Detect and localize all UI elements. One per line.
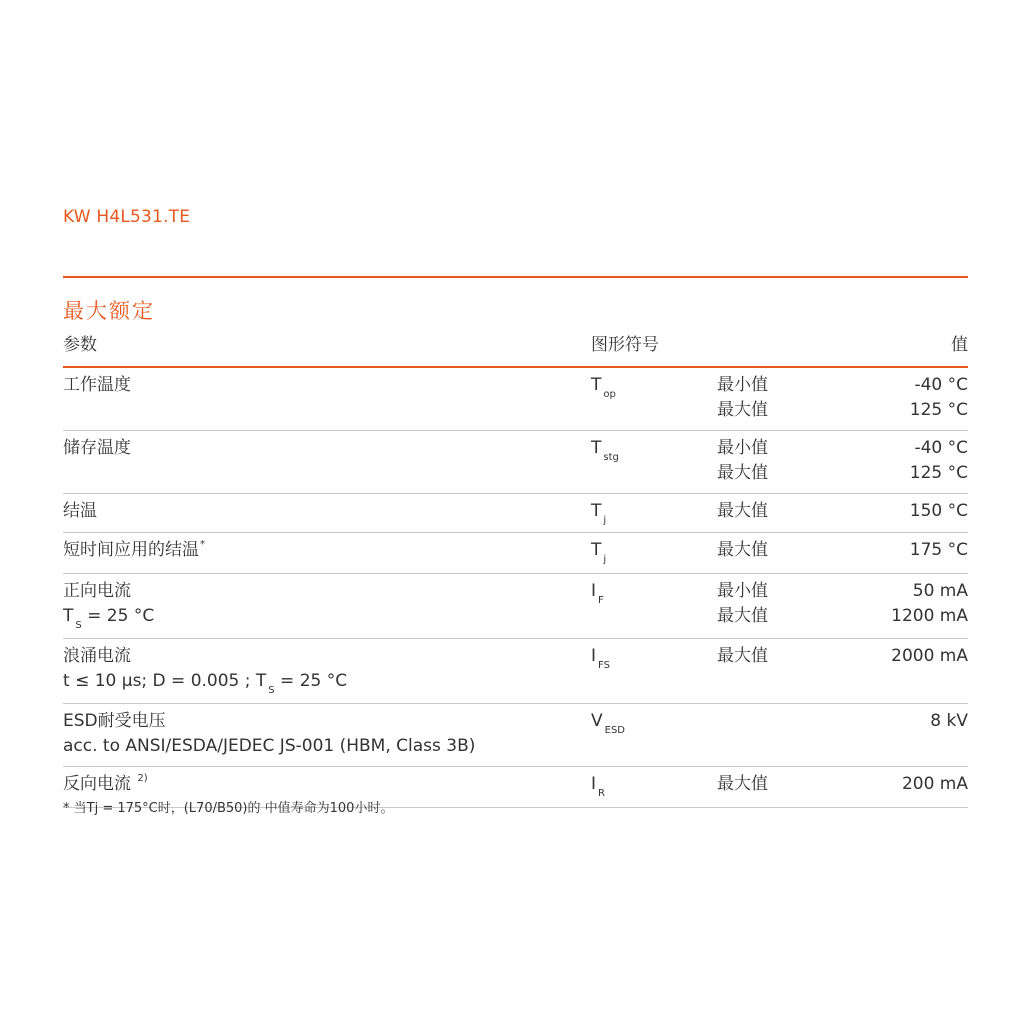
symbol-sub: FS	[598, 660, 610, 671]
value-text: 125 °C	[909, 400, 968, 420]
table-row	[63, 574, 968, 639]
row-symbol	[591, 709, 711, 736]
row-parameter	[63, 709, 583, 759]
value-text: 175 °C	[909, 540, 968, 560]
row-spacer	[63, 461, 583, 486]
value-text: 1200 mA	[891, 606, 968, 626]
header-symbol: 图形符号	[591, 335, 659, 355]
row-symbol	[591, 772, 711, 799]
symbol-main: T	[591, 540, 602, 560]
qualifier-label: 最大值	[717, 463, 768, 483]
parameter-label: 工作温度	[63, 375, 131, 395]
parameter-condition: acc. to ANSI/ESDA/JEDEC JS-001 (HBM, Class 3B)	[63, 736, 476, 756]
row-value	[768, 579, 968, 629]
symbol-main: T	[591, 501, 602, 521]
value-text: 125 °C	[909, 463, 968, 483]
symbol-main: I	[591, 581, 597, 601]
value-text: -40 °C	[914, 438, 968, 458]
header-parameter: 参数	[63, 335, 97, 355]
row-parameter	[63, 644, 583, 696]
parameter-label: ESD耐受电压	[63, 711, 166, 731]
row-symbol	[591, 373, 711, 400]
symbol-main: V	[591, 711, 603, 731]
row-value	[768, 772, 968, 797]
symbol-sub: R	[598, 788, 605, 799]
value-text: 50 mA	[912, 581, 968, 601]
value-text: 2000 mA	[891, 646, 968, 666]
row-value	[768, 373, 968, 423]
symbol-sub: F	[598, 595, 604, 606]
symbol-sub: j	[603, 515, 607, 526]
parameter-label: 短时间应用的结温	[63, 540, 199, 560]
qualifier-label: 最小值	[717, 581, 768, 601]
row-symbol	[591, 538, 711, 565]
row-value	[768, 538, 968, 563]
row-value	[768, 436, 968, 486]
parameter-label: 储存温度	[63, 438, 131, 458]
row-parameter	[63, 538, 583, 565]
table-row	[63, 639, 968, 704]
qualifier-label: 最小值	[717, 438, 768, 458]
parameter-condition: T $_S$ = 25 °C	[63, 606, 155, 631]
value-text: -40 °C	[914, 375, 968, 395]
parameter-label: 正向电流	[63, 581, 131, 601]
symbol-main: T	[591, 438, 602, 458]
qualifier-label: 最大值	[717, 501, 768, 521]
qualifier-label: 最大值	[717, 540, 768, 560]
table-row	[63, 704, 968, 767]
row-parameter	[63, 579, 583, 631]
header-value: 值	[951, 335, 968, 355]
row-parameter	[63, 499, 583, 524]
footnote-marker: 2)	[137, 773, 148, 784]
parameter-label: 浪涌电流	[63, 646, 131, 666]
row-value	[768, 499, 968, 524]
symbol-main: I	[591, 774, 597, 794]
footnote-marker: *	[200, 539, 205, 550]
qualifier-label: 最大值	[717, 606, 768, 626]
row-symbol	[591, 499, 711, 526]
value-text: 8 kV	[930, 711, 968, 731]
row-symbol	[591, 644, 711, 671]
symbol-main: I	[591, 646, 597, 666]
value-text: 200 mA	[901, 774, 968, 794]
ratings-table	[63, 368, 968, 808]
row-parameter	[63, 436, 583, 486]
symbol-main: T	[591, 375, 602, 395]
table-row	[63, 431, 968, 494]
qualifier-label: 最大值	[717, 774, 768, 794]
top-divider	[63, 276, 968, 278]
row-parameter	[63, 373, 583, 423]
symbol-sub: j	[603, 554, 607, 565]
product-name: KW H4L531.TE	[63, 207, 191, 227]
row-value	[768, 709, 968, 734]
row-value	[768, 644, 968, 669]
symbol-sub: ESD	[604, 725, 626, 736]
table-row	[63, 494, 968, 533]
row-symbol	[591, 436, 711, 463]
qualifier-label: 最小值	[717, 375, 768, 395]
row-parameter	[63, 772, 583, 799]
table-row	[63, 368, 968, 431]
row-symbol	[591, 579, 711, 606]
parameter-label: 结温	[63, 501, 97, 521]
qualifier-label: 最大值	[717, 646, 768, 666]
symbol-sub: stg	[603, 452, 619, 463]
parameter-label: 反向电流	[63, 774, 131, 794]
symbol-sub: op	[603, 389, 616, 400]
row-spacer	[63, 398, 583, 423]
section-title: 最大额定	[63, 299, 155, 323]
qualifier-label: 最大值	[717, 400, 768, 420]
value-text: 150 °C	[909, 501, 968, 521]
footnote: * 当Tj = 175°C时，(L70/B50)的 中值寿命为100小时。	[63, 801, 394, 816]
parameter-condition: t ≤ 10 µs; D = 0.005 ; T $_S$ = 25 °C	[63, 671, 348, 696]
table-row	[63, 533, 968, 574]
